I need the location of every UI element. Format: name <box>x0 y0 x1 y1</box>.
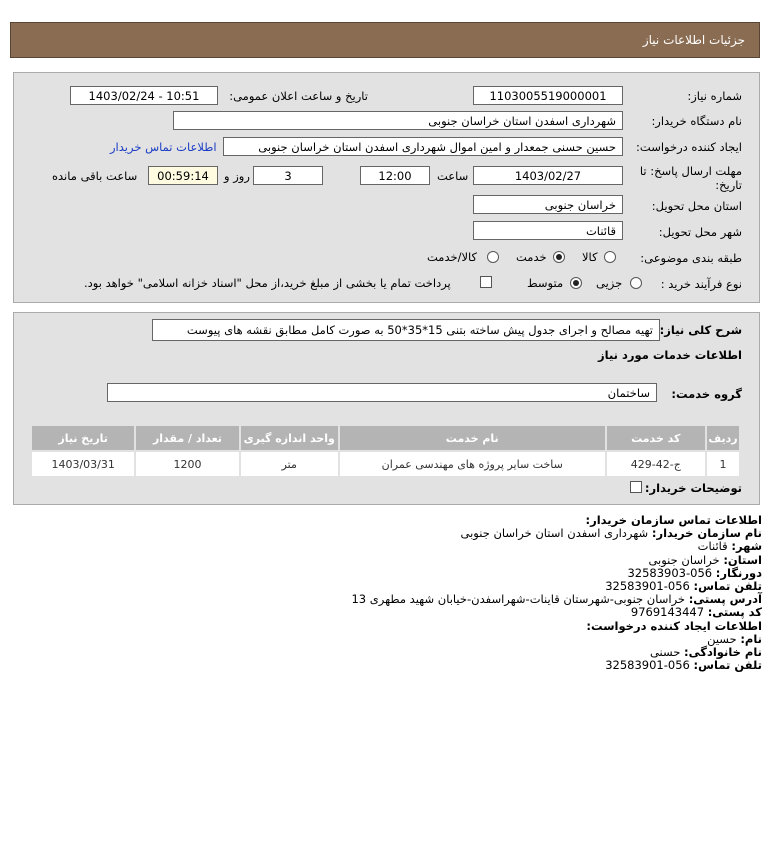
category-radio-service[interactable] <box>553 251 565 263</box>
process-option-medium: متوسط <box>527 276 564 290</box>
contact-city: شهر: قائنات <box>697 539 762 554</box>
creator-label: ایجاد کننده درخواست: <box>636 140 742 154</box>
announce-label: تاریخ و ساعت اعلان عمومی: <box>229 89 368 103</box>
city-label: شهر محل تحویل: <box>658 225 742 239</box>
services-table <box>30 424 741 478</box>
process-label: نوع فرآیند خرید : <box>660 277 742 291</box>
creator-family: نام خانوادگی: حسنی <box>649 645 762 660</box>
deadline-time-label: ساعت <box>437 169 469 183</box>
days-label: روز و <box>224 169 250 183</box>
service-group-field: ساختمان <box>107 383 657 402</box>
buyer-notes-checkbox[interactable] <box>630 481 642 493</box>
buyer-contact-link[interactable]: اطلاعات تماس خریدار <box>110 140 217 154</box>
details-panel <box>13 72 760 303</box>
buyer-org-label: نام دستگاه خریدار: <box>651 114 742 128</box>
creator-field: حسین حسنی جمعدار و امین اموال شهرداری اسفدن استان خراسان جنوبی <box>223 137 623 156</box>
cell-service-code: ج-42-429 <box>606 451 706 477</box>
cell-service-name: ساخت سایر پروژه های مهندسی عمران <box>339 451 606 477</box>
announce-field: 1403/02/24 - 10:51 <box>70 86 218 105</box>
description-label: شرح کلی نیاز: <box>659 323 742 337</box>
creator-phone: تلفن تماس: 056-32583901 <box>605 658 762 673</box>
contact-postal: کد پستی: 9769143447 <box>630 605 762 620</box>
deadline-date-field: 1403/02/27 <box>473 166 623 185</box>
buyer-notes-label: توضیحات خریدار: <box>644 481 742 495</box>
category-option-service: خدمت <box>516 250 547 264</box>
page-header <box>10 22 760 58</box>
col-unit: واحد اندازه گیری <box>240 425 339 451</box>
deadline-time-field: 12:00 <box>360 166 430 185</box>
contact-org: نام سازمان خریدار: شهرداری اسفدن استان خراسان جنوبی <box>460 526 762 541</box>
service-group-label: گروه خدمت: <box>671 387 742 401</box>
contact-province: استان: خراسان جنوبی <box>648 552 762 567</box>
process-option-minor: جزیی <box>596 276 623 290</box>
creator-name: نام: حسین <box>707 631 762 646</box>
deadline-label-line1: مهلت ارسال پاسخ: تا <box>639 164 742 178</box>
days-remaining-field: 3 <box>253 166 323 185</box>
city-field: قائنات <box>473 221 623 240</box>
treasury-payment-checkbox[interactable] <box>480 276 492 288</box>
contact-address: آدرس پستی: خراسان جنوبی-شهرستان قاینات-شهراسفدن-خیابان شهید مطهری 13 <box>351 592 762 607</box>
col-service-code: کد خدمت <box>606 425 706 451</box>
need-number-field: 1103005519000001 <box>473 86 623 105</box>
process-radio-minor[interactable] <box>630 277 642 289</box>
creator-title: اطلاعات ایجاد کننده درخواست: <box>586 618 762 633</box>
category-option-goods-service: کالا/خدمت <box>427 250 478 264</box>
treasury-payment-note: پرداخت تمام یا بخشی از مبلغ خرید،از محل "اسناد خزانه اسلامی" خواهد بود. <box>84 276 451 290</box>
col-quantity: تعداد / مقدار <box>135 425 239 451</box>
table-row <box>31 451 740 477</box>
col-row-number: ردیف <box>706 425 740 451</box>
col-need-date: تاریخ نیاز <box>31 425 135 451</box>
remaining-time-label: ساعت باقی مانده <box>52 169 138 183</box>
remaining-time-field: 00:59:14 <box>148 166 218 185</box>
cell-need-date: 1403/03/31 <box>31 451 135 477</box>
category-radio-goods[interactable] <box>604 251 616 263</box>
deadline-label-line2: تاریخ: <box>715 178 742 192</box>
province-label: استان محل تحویل: <box>651 199 742 213</box>
page-title: جزئیات اطلاعات نیاز <box>642 33 745 47</box>
description-field: تهیه مصالح و اجرای جدول پیش ساخته بتنی 15*35*50 به صورت کامل مطابق نقشه های پیوست <box>152 319 660 341</box>
buyer-org-field: شهرداری اسفدن استان خراسان جنوبی <box>173 111 623 130</box>
category-option-goods: کالا <box>582 250 598 264</box>
contact-title: اطلاعات تماس سازمان خریدار: <box>585 513 762 527</box>
category-label: طبقه بندی موضوعی: <box>640 251 742 265</box>
contact-fax: دورنگار: 056-32583903 <box>627 565 762 580</box>
table-header-row <box>31 425 740 451</box>
category-radio-goods-service[interactable] <box>487 251 499 263</box>
contact-phone: تلفن تماس: 056-32583901 <box>605 579 762 594</box>
col-service-name: نام خدمت <box>339 425 606 451</box>
need-number-label: شماره نیاز: <box>687 89 742 103</box>
cell-quantity: 1200 <box>135 451 239 477</box>
cell-row-number: 1 <box>706 451 740 477</box>
province-field: خراسان جنوبی <box>473 195 623 214</box>
process-radio-medium[interactable] <box>570 277 582 289</box>
cell-unit: متر <box>240 451 339 477</box>
services-title: اطلاعات خدمات مورد نیاز <box>598 348 742 362</box>
contact-info <box>12 514 762 672</box>
